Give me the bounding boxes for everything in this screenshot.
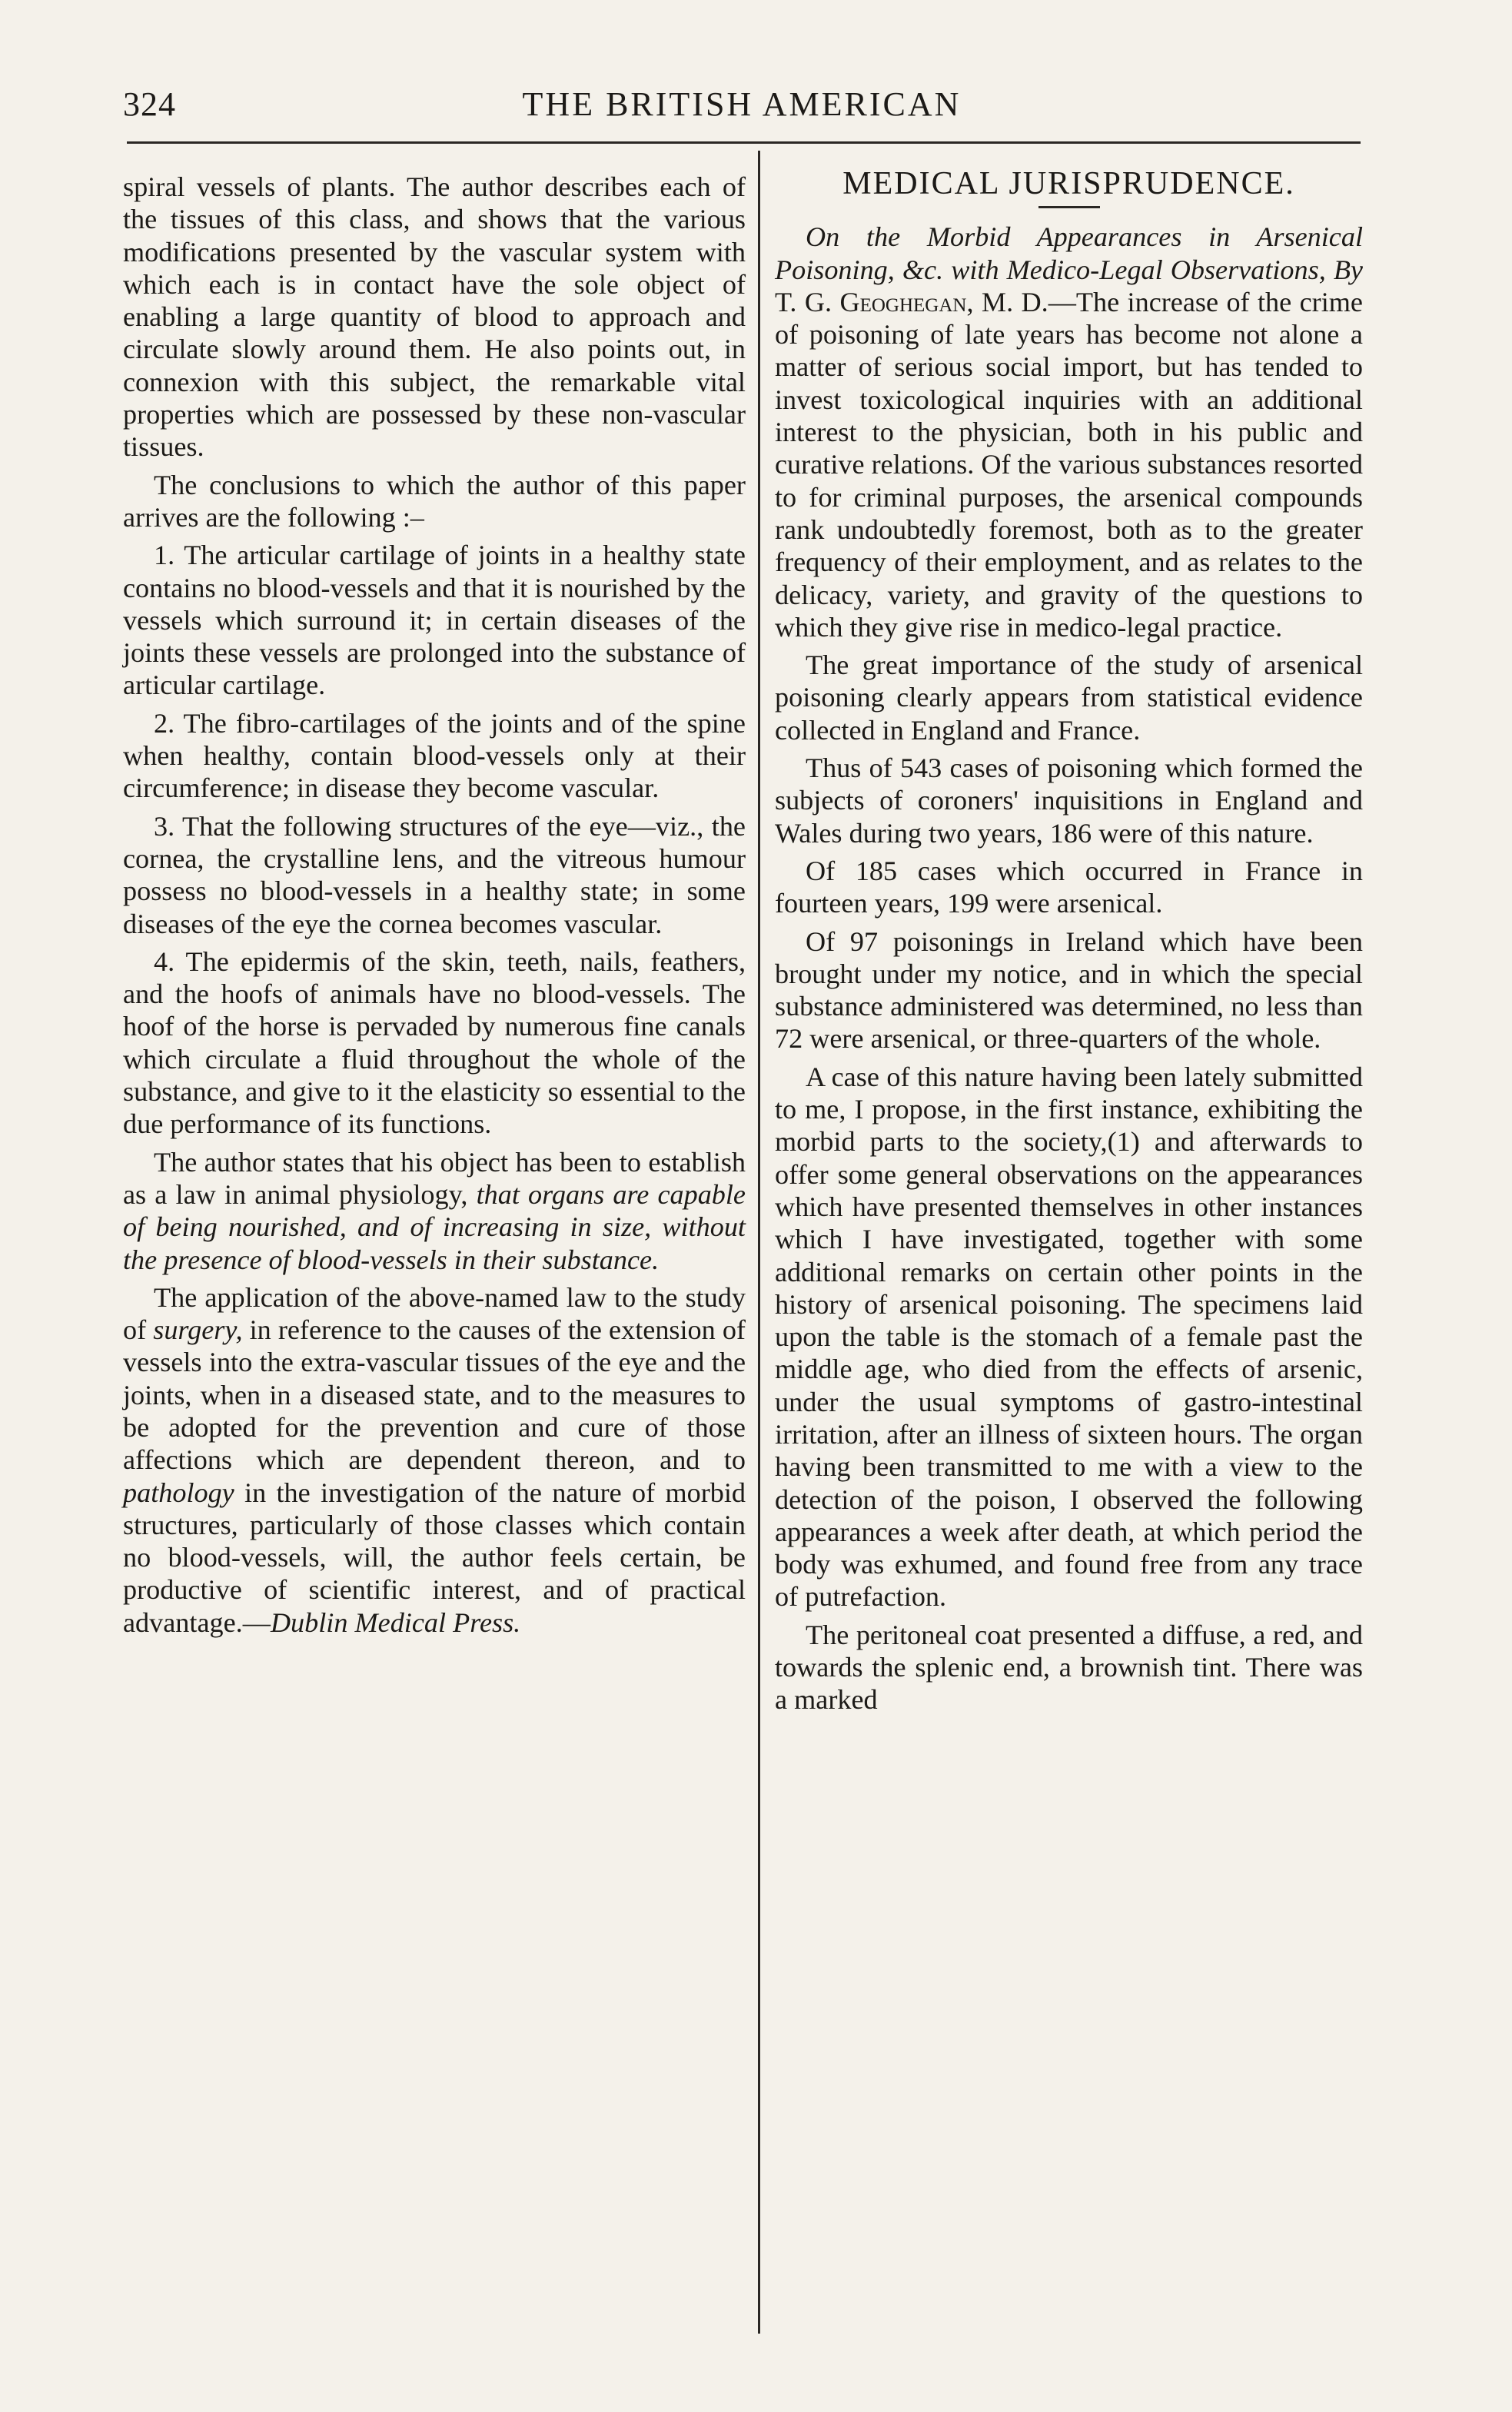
source-citation: Dublin Medical Press.	[270, 1606, 521, 1638]
paragraph	[123, 1146, 746, 1276]
paragraph: A case of this nature having been lately submitted to me, I propose, in the first instance, exhibiting the morbid parts to the society,(1) and afterwards to offer some general observations on the appearances which have presented themselves in other instances which I have investigated, together with some additional remarks on certain other points in the history of arsenical poisoning. The specimens laid upon the table is the stomach of a female past the middle age, who died from the effects of arsenic, under the usual symptoms of gastro-intestinal irritation, after an illness of sixteen hours. The organ having been transmitted to me with a view to the detection of the poison, I observed the following appearances a week after death, at which period the body was exhumed, and found free from any trace of putrefaction.	[775, 1061, 1363, 1613]
column-divider	[758, 151, 760, 2334]
text-run: The author states that his object has been to establish as a law in animal physiology,	[123, 1146, 746, 1210]
text-run: in reference to the causes of the extension of vessels into the extra-vascular tissues of the eye and the joints, when in a diseased state, and to the measures to be adopted for the prevention and cure of those affections which are dependent thereon, and to	[123, 1314, 746, 1476]
header-rule	[127, 141, 1361, 144]
text-run: —The increase of the crime of poisoning of late years has become not alone a matter of serious social import, but has tended to invest toxicological inquiries with an additional interest to the physician, both in his public and curative relations. Of the various substances resorted to for criminal purposes, the arsenical compounds rank undoubtedly foremost, both as to the greater frequency of their employment, and as relates to the delicacy, variety, and gravity of the questions to which they give rise in medico-legal practice.	[775, 286, 1363, 643]
paragraph: 1. The articular cartilage of joints in a healthy state contains no blood-vessels and that it is nourished by the vessels which surround it; in certain diseases of the joints these vessels are prolonged into the substance of articular cartilage.	[123, 540, 746, 701]
right-column	[775, 166, 1363, 1722]
paragraph: 2. The fibro-cartilages of the joints and of the spine when healthy, contain blood-vessels only at their circumference; in disease they become vascular.	[123, 707, 746, 804]
left-column	[123, 171, 746, 1644]
text-run: in the investigation of the nature of morbid structures, particularly of those classes which contain no blood-vessels, will, the author feels certain, be productive of scientific interest, and of practical advantage.—	[123, 1477, 746, 1638]
paragraph: Of 97 poisonings in Ireland which have been brought under my notice, and in which the special substance administered was determined, no less than 72 were arsenical, or three-quarters of the whole.	[775, 925, 1363, 1055]
paragraph: spiral vessels of plants. The author describes each of the tissues of this class, and shows that the various modifications presented by the vascular system with which each is in contact have the sole object of enabling a large quantity of blood to approach and circulate slowly around them. He also points out, in connexion with this subject, the remarkable vital properties which are possessed by these non-vascular tissues.	[123, 171, 746, 463]
title-rule	[1038, 206, 1100, 208]
page-header	[123, 80, 1361, 135]
paragraph: Of 185 cases which occurred in France in fourteen years, 199 were arsenical.	[775, 855, 1363, 919]
page-number: 324	[123, 85, 176, 123]
paragraph: 4. The epidermis of the skin, teeth, nails, feathers, and the hoofs of animals have no blood-vessels. The hoof of the horse is pervaded by numerous fine canals which circulate a fluid throughout the whole of the substance, and give to it the elasticity so essential to the due performance of its functions.	[123, 945, 746, 1140]
author-degree: , M. D.	[966, 286, 1048, 317]
author-initials: T. G.	[775, 286, 840, 317]
paragraph: The peritoneal coat presented a diffuse, a red, and towards the splenic end, a brownish tint. There was a marked	[775, 1619, 1363, 1716]
running-title: THE BRITISH AMERICAN	[522, 85, 962, 123]
text-run: The application of the above-named law to the study of	[123, 1281, 746, 1346]
paragraph	[123, 1281, 746, 1639]
section-title: MEDICAL JURISPRUDENCE.	[842, 166, 1295, 201]
paragraph: Thus of 543 cases of poisoning which formed the subjects of coroners' inquisitions in England and Wales during two years, 186 were of this nature.	[775, 753, 1363, 849]
paragraph: 3. That the following structures of the eye—viz., the cornea, the crystalline lens, and the vitreous humour possess no blood-vessels in a healthy state; in some diseases of the eye the cornea becomes vascular.	[123, 810, 746, 939]
paragraph	[775, 221, 1363, 643]
article-title: On the Morbid Appearances in Arsenical Poisoning, &c. with Medico-Legal Observations, By	[775, 221, 1363, 285]
italic-text: surgery,	[153, 1314, 243, 1346]
author-surname: Geoghegan	[839, 286, 967, 317]
italic-text: that organs are capable of being nourished, and of increasing in size, without the presence of blood-vessels in their substance.	[123, 1178, 746, 1275]
paragraph: The great importance of the study of arsenical poisoning clearly appears from statistical evidence collected in England and France.	[775, 650, 1363, 746]
italic-text: pathology	[123, 1477, 234, 1508]
paragraph: The conclusions to which the author of this paper arrives are the following :–	[123, 469, 746, 533]
